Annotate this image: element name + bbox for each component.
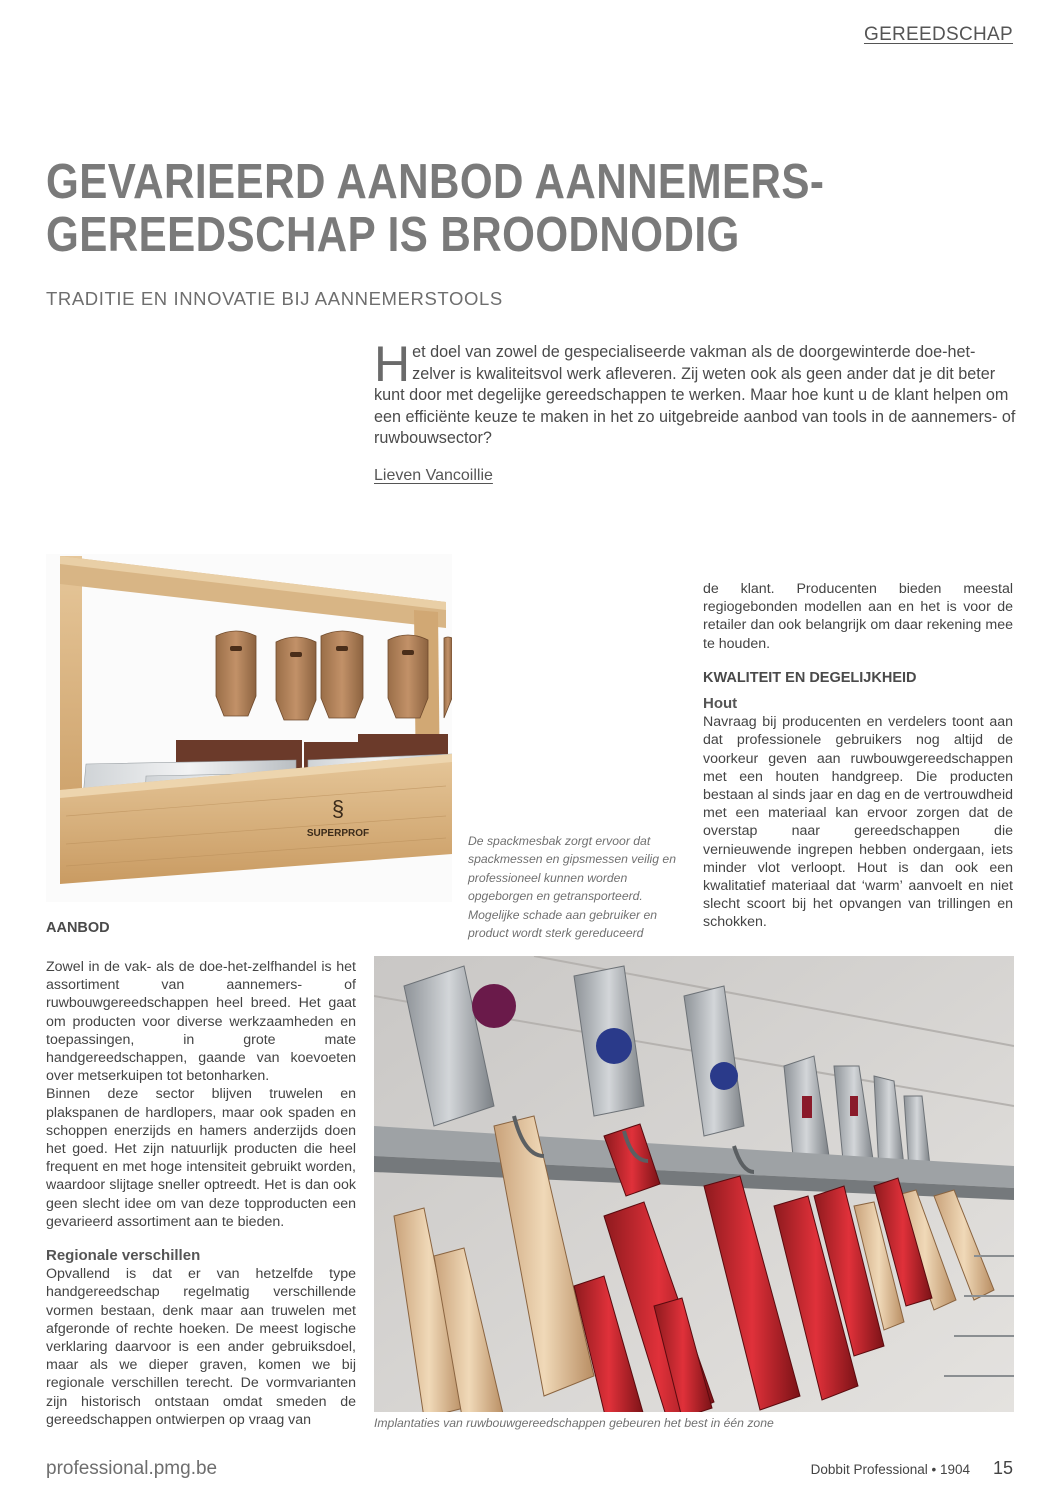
drop-cap: H — [374, 336, 411, 392]
trowels-illustration — [374, 956, 1014, 1412]
section-heading-kwaliteit: KWALITEIT EN DEGELIJKHEID — [703, 669, 917, 686]
page-number: 15 — [992, 1458, 1013, 1478]
photo1-caption: De spackmesbak zorgt ervoor dat spackmessen en gipsmessen veilig en professioneel kunnen worden opgeborgen en getransporteerd. Mogelijke schade aan gebruiker en product wordt sterk gereduceerd — [468, 834, 676, 941]
subheading-hout: Hout — [703, 695, 738, 713]
left-para-2: Binnen deze sector blijven truwelen en plakspanen de hardlopers, maar ook spaden en schoppen enerzijds en hamers anderzijds doen het goed. Het zijn natuurlijk producten die heel frequent en met hoge intensiteit gebruikt worden, waardoor slijtage sneller optreedt. Het is dan ook geen slecht idee om van deze topproducten een gevarieerd assortiment aan te bieden. — [46, 1086, 356, 1230]
title-line-1: GEVARIEERD AANBOD AANNEMERS- — [46, 155, 825, 209]
right-column — [703, 580, 1013, 932]
section-heading-aanbod: AANBOD — [46, 920, 110, 936]
intro-text: et doel van zowel de gespecialiseerde vakman als de doorgewinterde doe-het-zelver is kwaliteitsvol werk afleveren. Zij weten ook als geen ander dat je dit beter kunt door met degelijke gereedschappen te werken. Maar hoe kunt u de klant helpen om een efficiënte keuze te maken in het zo uitgebreide aanbod van tools in de aannemers- of ruwbouwsector? — [374, 343, 1016, 448]
svg-text:§: § — [331, 796, 345, 821]
footer-magazine: Dobbit Professional • 1904 — [810, 1462, 970, 1477]
title-line-2: GEREEDSCHAP IS BROODNODIG — [46, 208, 740, 262]
subheading-regionale: Regionale verschillen — [46, 1247, 201, 1265]
left-column — [46, 958, 356, 1429]
left-para-3: Opvallend is dat er van hetzelfde type handgereedschap regelmatig verschillende vormen bestaan, denk maar aan truwelen met afgeronde of rechte hoeken. De meest logische verklaring daarvoor is een ander gebruiksdoel, maar als we dieper graven, komen we bij regionale verschillen terecht. De vormvarianten zijn historisch ontstaan omdat smeden de gereedschappen ontwierpen op vraag van — [46, 1266, 356, 1428]
article-subtitle: TRADITIE EN INNOVATIE BIJ AANNEMERSTOOLS — [46, 288, 503, 309]
photo2-caption: Implantaties van ruwbouwgereedschappen gebeuren het best in één zone — [374, 1416, 774, 1430]
left-para-1: Zowel in de vak- als de doe-het-zelfhandel is het assortiment van aannemers- of ruwbouwgereedschappen heel breed. Het gaat om producten voor diverse werkzaamheden en toepassingen, in grote mate handgereedschappen, gaande van koevoeten over metserkuipen tot betonharken. — [46, 959, 356, 1085]
toolbox-photo — [46, 554, 452, 902]
article-title — [46, 156, 872, 262]
article-intro — [374, 336, 1016, 450]
trowels-photo — [374, 956, 1014, 1412]
author-link[interactable]: Lieven Vancoillie — [374, 467, 493, 484]
toolbox-illustration — [46, 554, 452, 902]
footer-url-link[interactable]: professional.pmg.be — [46, 1458, 218, 1479]
right-continuation: de klant. Producenten bieden meestal regiogebonden modellen aan en het is voor de retailer dan ook belangrijk om daar rekening mee te houden. — [703, 581, 1013, 652]
brand-logo-text: SUPERPROF — [306, 828, 370, 839]
section-label[interactable]: GEREEDSCHAP — [863, 24, 1013, 45]
right-body: Navraag bij producenten en verdelers toont aan dat professionele gebruikers nog altijd de voorkeur geven aan ruwbouwgereedschappen met een houten handgreep. Die producten bestaan al sinds jaar en dag en de vertrouwdheid met een materiaal kan ervoor zorgen dat de overstap naar gereedschappen die vernieuwende ingrepen hebben ondergaan, iets minder vlot verloopt. Hout is dan ook een kwalitatief materiaal dat ‘warm’ aanvoelt en niet slecht scoort bij het opvangen van trillingen en schokken. — [703, 714, 1013, 931]
